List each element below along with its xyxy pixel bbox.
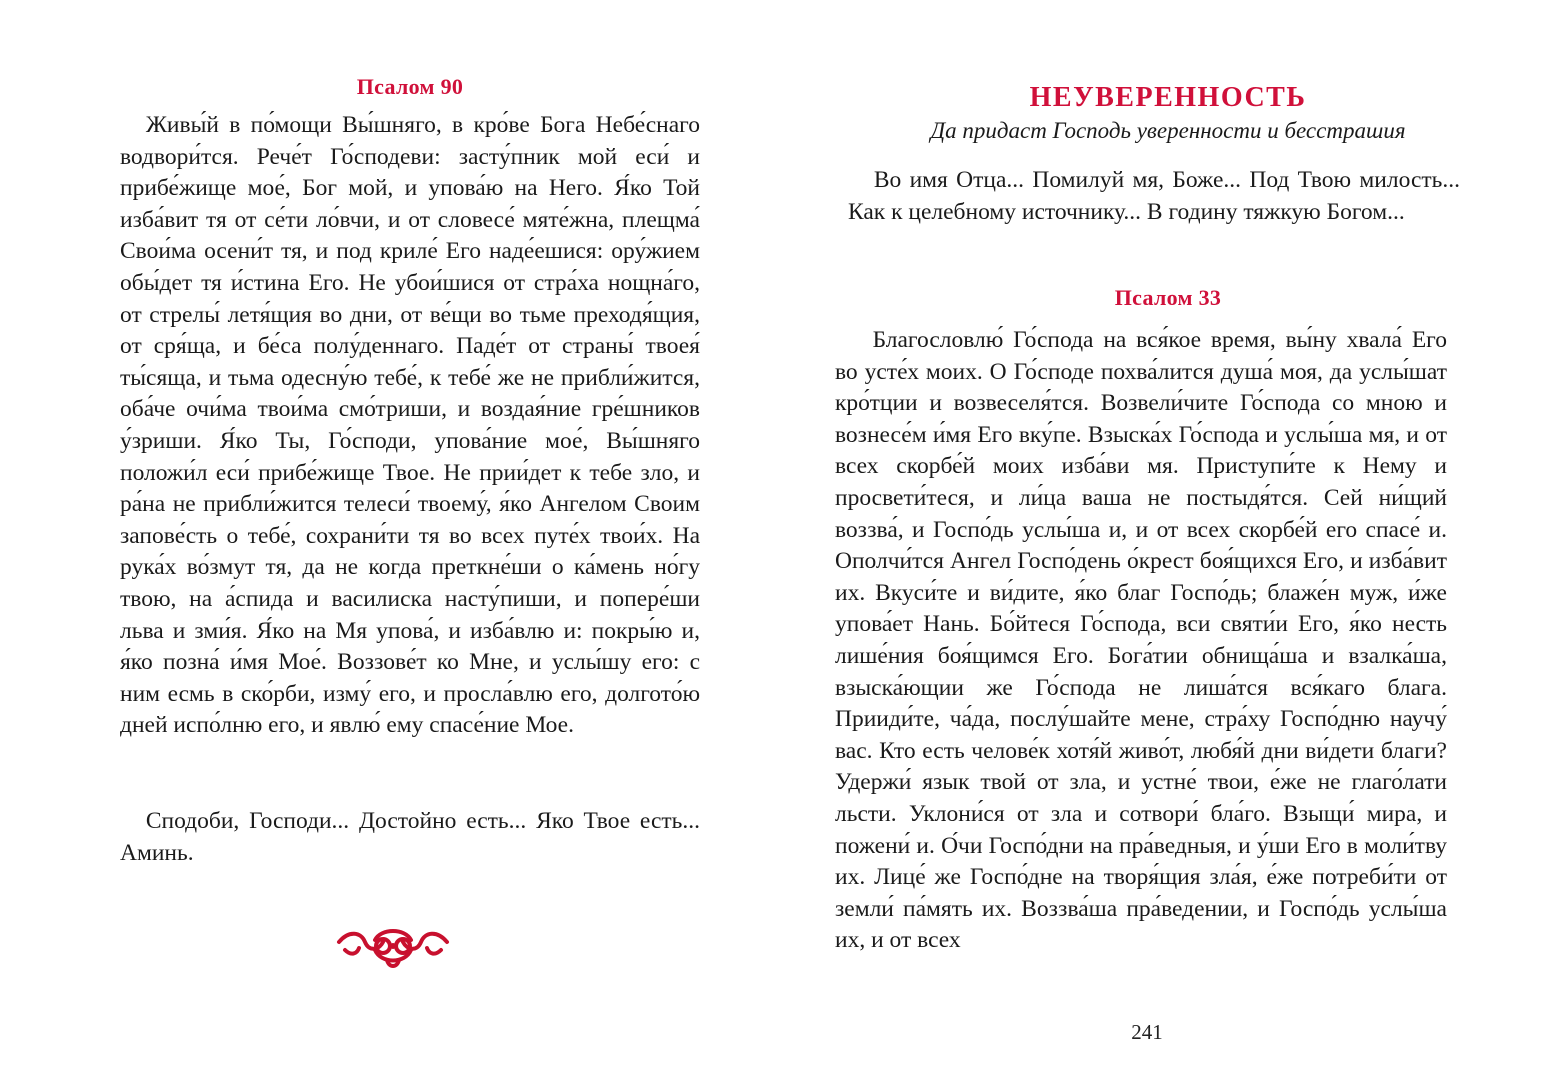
right-page	[777, 0, 1555, 1080]
page-number: 241	[1131, 1020, 1163, 1044]
psalm-33-text: Благословлю́ Го́спода на вся́кое время, вы́ну хвала́ Его во усте́х моих. О Го́споде похва́лится душа́ моя, да услы́шат кро́тции и возвеселя́тся. Возвели́чите Го́спода со мною и вознесе́м и́мя Его вку́пе. Взыска́х Го́спода и услы́ша мя, и от всех скорбе́й моих изба́ви мя. Приступи́те к Нему и просвети́теся, и ли́ца ваша не постыдя́тся. Сей ни́щий воззва́, и Госпо́дь услы́ша и, и от всех скорбе́й его спасе́ и. Ополчи́тся Ангел Госпо́день о́крест боя́щихся Его, и изба́вит их. Вкуси́те и ви́дите, я́ко благ Госпо́дь; блаже́н муж, и́же упова́ет Нань. Бо́йтеся Го́спода, вси святи́и Его, я́ко несть лише́ния боя́щимся Его. Бога́тии обнища́ша и взалка́ша, взыска́ющии же Го́спода не лиша́тся вся́каго блага. Прииди́те, ча́да, послу́шайте мене, стра́ху Госпо́дню научу́ вас. Кто есть челове́к хотя́й живо́т, любя́й дни ви́дети благи? Удержи́ язык твой от зла, и устне́ твои, е́же не глаго́лати льсти. Уклони́ся от зла и сотвори́ бла́го. Взыщи́ мира, и пожени́ и. О́чи Госпо́дни на пра́ведныя, и у́ши Его в моли́тву их. Лице́ же Госпо́дне на творя́щия зла́я, е́же потреби́ти от земли́ па́мять их. Воззва́ша пра́ведении, и Госпо́дь услы́ша их, и от всех	[835, 327, 1447, 954]
psalm-90-text: Живы́й в по́мощи Вы́шняго, в кро́ве Бога Небе́снаго водвори́тся. Рече́т Го́сподеви: засту́пник мой еси́ и прибе́жище мое́, Бог мой, и упова́ю на Него. Я́ко Той изба́вит тя от се́ти ло́вчи, и от словесе́ мяте́жна, плещма́ Свои́ма осени́т тя, и под криле́ Его наде́ешися: ору́жием обы́дет тя и́стина Его. Не убои́шися от стра́ха нощна́го, от стрелы́ летя́щия во дни, от ве́щи во тьме преходя́щия, от сря́ща, и бе́са полу́деннаго. Паде́т от страны́ твоея́ ты́сяща, и тьма одесну́ю тебе́, к тебе́ же не прибли́жится, оба́че очи́ма твои́ма смо́триши, и воздая́ние гре́шников у́зриши. Я́ко Ты, Го́споди, упова́ние мое́, Вы́шняго положи́л еси́ прибе́жище Твое. Не прии́дет к тебе зло, и ра́на не прибли́жится телеси́ твоему́, я́ко Ангелом Своим запове́сть о тебе́, сохрани́ти тя во всех путе́х твои́х. На рука́х во́змут тя, да не когда преткне́ши о ка́мень но́гу твою, на а́спида и василиска насту́пиши, и попере́ши льва и зми́я. Я́ко на Мя упова́, и изба́влю и: покры́ю и, я́ко позна́ и́мя Мое́. Воззове́т ко Мне, и услы́шу его: с ним есмь в ско́рби, изму́ его, и просла́влю его, долгото́ю дней испо́лню его, и явлю́ ему спасе́ние Мое.	[120, 112, 700, 739]
ornament-center-dot	[390, 943, 396, 949]
decorative-ornament-icon	[335, 920, 451, 972]
psalm-33-title: Псалом 33	[1114, 285, 1222, 310]
section-title: НЕУВЕРЕННОСТЬ	[1029, 82, 1307, 113]
left-page	[0, 0, 777, 1080]
closing-prayer-text: Сподоби, Господи... Достойно есть... Яко Твое есть... Аминь.	[120, 808, 700, 866]
psalm-90-title: Псалом 90	[356, 74, 464, 99]
section-subtitle: Да придаст Господь уверенности и бесстрашия	[930, 118, 1406, 143]
intro-prayers-text: Во имя Отца... Помилуй мя, Боже... Под Твою милость... Как к целебному источнику... В годину тяжкую Богом...	[848, 167, 1460, 225]
